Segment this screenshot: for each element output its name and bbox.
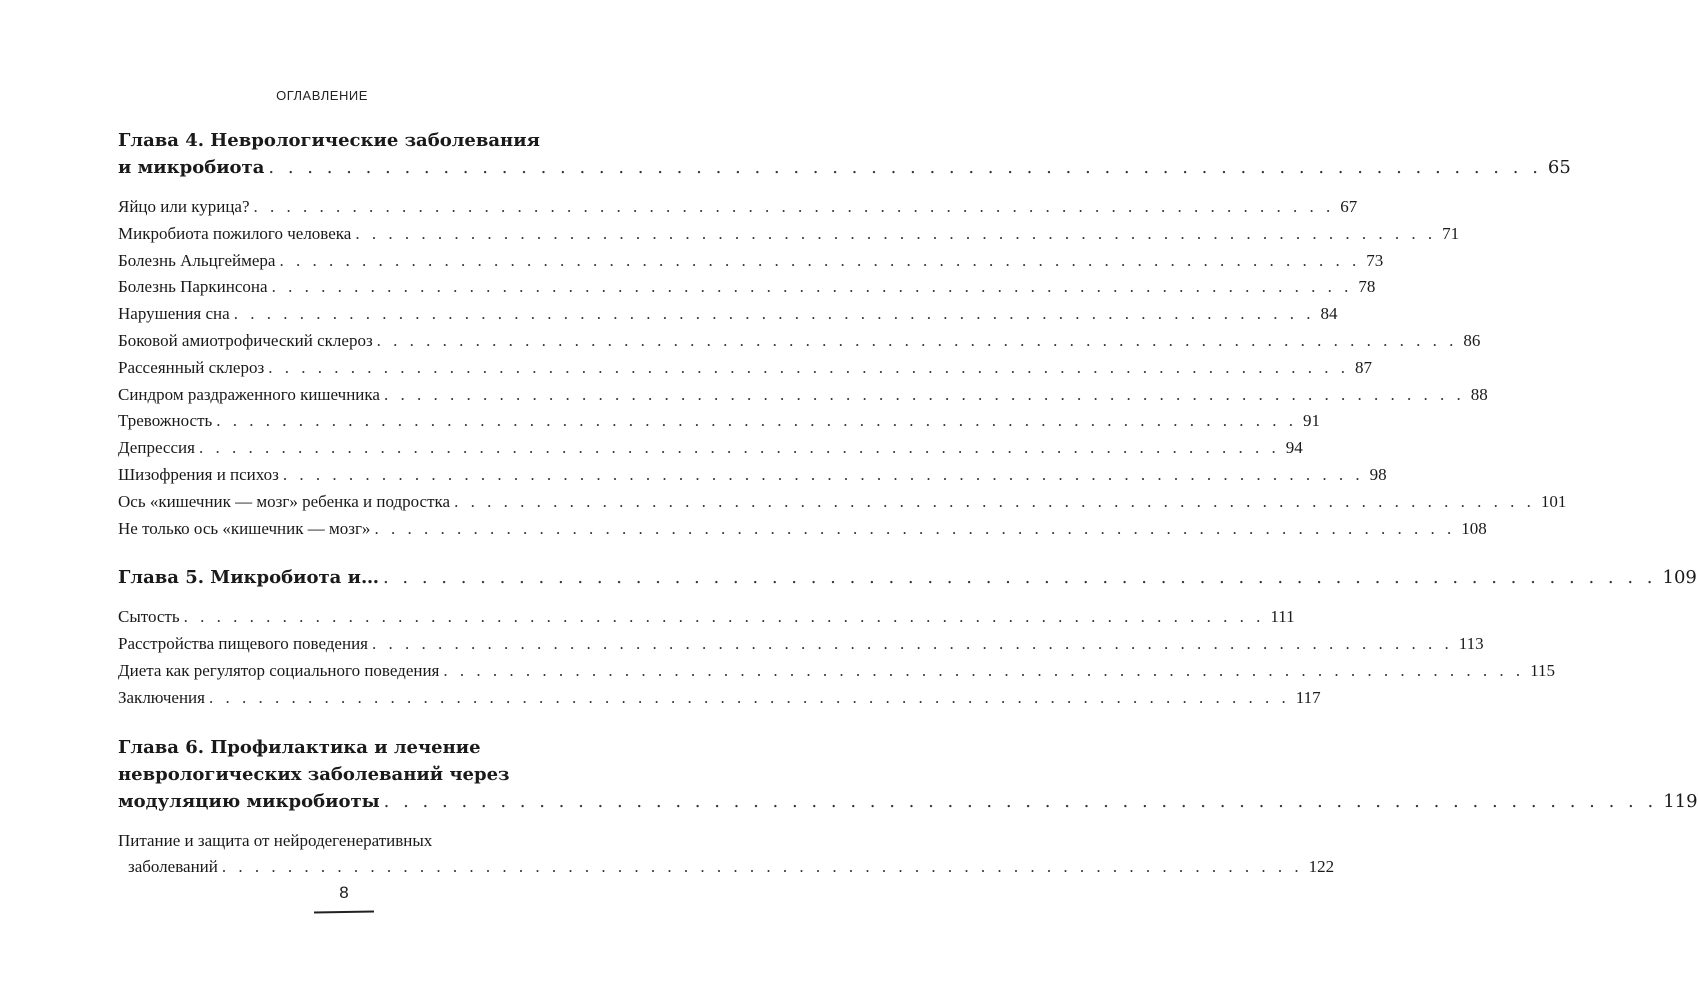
entry-page: 73 bbox=[1366, 250, 1384, 270]
entry-page: 113 bbox=[1458, 634, 1484, 654]
leader-dots: . . . . . . . . . . . . . . . . . . . . . . . . . . . . . . . . . . . . . . . . . . . . . . . . . . . . . . . . . . . . . . . . . . bbox=[374, 518, 1456, 538]
leader-dots: . . . . . . . . . . . . . . . . . . . . . . . . . . . . . . . . . . . . . . . . . . . . . . . . . . . . . . . . . . . . . . . . . . bbox=[253, 197, 1335, 216]
entry-title: Болезнь Паркинсона bbox=[118, 277, 268, 297]
page-number: 8 bbox=[339, 883, 349, 902]
toc-entry bbox=[118, 685, 1321, 712]
chapter-6-section bbox=[118, 734, 1698, 882]
entry-title: Рассеянный склероз bbox=[118, 357, 265, 377]
leader-dots: . . . . . . . . . . . . . . . . . . . . . . . . . . . . . . . . . . . . . . . . . . . . . . . . . . . . . . . . . . . . . . . . . . bbox=[216, 411, 1298, 431]
entry-title: Болезнь Альцгеймера bbox=[118, 250, 276, 270]
chapter-4-section bbox=[118, 127, 1571, 542]
chapter-5-page: 109 bbox=[1662, 567, 1697, 589]
toc-entry bbox=[118, 435, 1303, 462]
chapter-6-page: 119 bbox=[1663, 790, 1698, 812]
entry-page: 98 bbox=[1369, 464, 1387, 484]
leader-dots: . . . . . . . . . . . . . . . . . . . . . . . . . . . . . . . . . . . . . . . . . . . . . . . . . . . . . . . . . . . . . . . . . . bbox=[282, 464, 1364, 484]
entry-title: Диета как регулятор социального поведения bbox=[118, 660, 440, 680]
toc-entry bbox=[118, 194, 1358, 221]
chapter-6-title-last: модуляцию микробиоты bbox=[118, 790, 380, 812]
entry-title: Тревожность bbox=[118, 411, 213, 431]
leader-dots: . . . . . . . . . . . . . . . . . . . . . . . . . . . . . . . . . . . . . . . . . . . . . . . . . . . . . . . . . . . . . . . . . . bbox=[221, 857, 1303, 877]
entry-title: Синдром раздраженного кишечника bbox=[118, 384, 380, 404]
toc-entry bbox=[118, 382, 1488, 409]
toc-entry bbox=[118, 631, 1484, 658]
leader-dots: . . . . . . . . . . . . . . . . . . . . . . . . . . . . . . . . . . . . . . . . . . . . . . . . . . . . . . . . . . . . . . . . . . bbox=[355, 223, 1437, 243]
entry-page: 78 bbox=[1358, 277, 1376, 297]
toc-entry bbox=[118, 355, 1372, 382]
entry-title: Нарушения сна bbox=[118, 304, 230, 324]
entry-title: Боковой амиотрофический склероз bbox=[118, 330, 373, 350]
leader-dots: . . . . . . . . . . . . . . . . . . . . . . . . . . . . . . . . . . . . . . . . . . . . . . . . . . . . . . . . . . . . . . . . . . bbox=[443, 660, 1525, 680]
entry-page: 117 bbox=[1295, 687, 1321, 707]
toc-entry bbox=[118, 516, 1487, 543]
chapter-6-title-line-1: Глава 6. Профилактика и лечение bbox=[118, 736, 481, 758]
entry-page: 88 bbox=[1470, 384, 1488, 404]
leader-dots: . . . . . . . . . . . . . . . . . . . . . . . . . . . . . . . . . . . . . . . . . . . . . . . . . . . . . . . . . . . . . . . . . . bbox=[383, 790, 1658, 812]
entry-title: заболеваний bbox=[128, 857, 218, 877]
toc-entry bbox=[118, 328, 1481, 355]
leader-dots: . . . . . . . . . . . . . . . . . . . . . . . . . . . . . . . . . . . . . . . . . . . . . . . . . . . . . . . . . . . . . . . . . . bbox=[198, 438, 1280, 458]
entry-page: 91 bbox=[1303, 411, 1321, 431]
entry-title: Яйцо или курица? bbox=[118, 197, 250, 216]
chapter-5-heading bbox=[118, 564, 1697, 591]
chapter-4-title-line-1: Глава 4. Неврологические заболевания bbox=[118, 130, 540, 151]
entry-page: 115 bbox=[1530, 660, 1556, 680]
chapter-5-section bbox=[118, 564, 1697, 711]
entry-page: 111 bbox=[1270, 607, 1295, 627]
entry-title: Не только ось «кишечник — мозг» bbox=[118, 518, 371, 538]
entry-title: Шизофрения и психоз bbox=[118, 464, 279, 484]
entry-title: Микробиота пожилого человека bbox=[118, 223, 352, 243]
toc-entry-multiline bbox=[118, 828, 1335, 882]
running-head: ОГЛАВЛЕНИЕ bbox=[276, 88, 368, 103]
entry-title: Заключения bbox=[118, 687, 205, 707]
entry-page: 101 bbox=[1540, 491, 1567, 511]
chapter-4-page: 65 bbox=[1547, 157, 1571, 178]
leader-dots: . . . . . . . . . . . . . . . . . . . . . . . . . . . . . . . . . . . . . . . . . . . . . . . . . . . . . . . . . . . . . . . . . . bbox=[233, 304, 1315, 324]
toc-entry bbox=[118, 604, 1295, 631]
entry-page: 87 bbox=[1354, 357, 1372, 377]
leader-dots: . . . . . . . . . . . . . . . . . . . . . . . . . . . . . . . . . . . . . . . . . . . . . . . . . . . . . . . . . . . . . . . . . . bbox=[279, 250, 1361, 270]
toc-entry bbox=[118, 658, 1556, 685]
toc-entry bbox=[118, 408, 1321, 435]
entry-page: 71 bbox=[1442, 223, 1460, 243]
entry-title: Ось «кишечник — мозг» ребенка и подростка bbox=[118, 491, 451, 511]
entry-page: 122 bbox=[1308, 857, 1335, 877]
chapter-6-title-line-2: неврологических заболеваний через bbox=[118, 763, 510, 785]
leader-dots: . . . . . . . . . . . . . . . . . . . . . . . . . . . . . . . . . . . . . . . . . . . . . . . . . . . . . . . . . . . . . . . . . . bbox=[376, 330, 1458, 350]
toc-entry bbox=[118, 248, 1384, 275]
leader-dots: . . . . . . . . . . . . . . . . . . . . . . . . . . . . . . . . . . . . . . . . . . . . . . . . . . . . . . . . . . . . . . . . . . bbox=[208, 687, 1290, 707]
toc-entry bbox=[118, 274, 1376, 301]
entry-title: Расстройства пищевого поведения bbox=[118, 634, 368, 654]
leader-dots: . . . . . . . . . . . . . . . . . . . . . . . . . . . . . . . . . . . . . . . . . . . . . . . . . . . . . . . . . . . . . . . . . . bbox=[383, 384, 1465, 404]
leader-dots: . . . . . . . . . . . . . . . . . . . . . . . . . . . . . . . . . . . . . . . . . . . . . . . . . . . . . . . . . . . . . . . . . . bbox=[183, 607, 1265, 627]
entry-page: 84 bbox=[1320, 304, 1338, 324]
leader-dots: . . . . . . . . . . . . . . . . . . . . . . . . . . . . . . . . . . . . . . . . . . . . . . . . . . . . . . . . . . . . . . . . . . bbox=[268, 357, 1349, 377]
page-number-underline bbox=[314, 910, 374, 913]
entry-page: 108 bbox=[1461, 518, 1487, 538]
chapter-4-title-last: и микробиота bbox=[118, 157, 265, 178]
toc-entry bbox=[118, 221, 1460, 248]
leader-dots: . . . . . . . . . . . . . . . . . . . . . . . . . . . . . . . . . . . . . . . . . . . . . . . . . . . . . . . . . . . . . . . . . . bbox=[268, 157, 1542, 178]
chapter-5-title: Глава 5. Микробиота и… bbox=[118, 567, 379, 589]
entry-title-line-1: Питание и защита от нейродегенеративных bbox=[118, 830, 433, 850]
chapter-4-title-row bbox=[118, 154, 1571, 181]
entry-title: Депрессия bbox=[118, 438, 195, 458]
chapter-5-title-row bbox=[118, 564, 1697, 591]
toc-entry bbox=[118, 854, 1335, 881]
table-of-contents bbox=[118, 127, 1698, 903]
entry-page: 94 bbox=[1285, 438, 1303, 458]
leader-dots: . . . . . . . . . . . . . . . . . . . . . . . . . . . . . . . . . . . . . . . . . . . . . . . . . . . . . . . . . . . . . . . . . . bbox=[372, 634, 1453, 654]
leader-dots: . . . . . . . . . . . . . . . . . . . . . . . . . . . . . . . . . . . . . . . . . . . . . . . . . . . . . . . . . . . . . . . . . . bbox=[454, 491, 1535, 511]
entry-page: 86 bbox=[1463, 330, 1481, 350]
leader-dots: . . . . . . . . . . . . . . . . . . . . . . . . . . . . . . . . . . . . . . . . . . . . . . . . . . . . . . . . . . . . . . . . . . bbox=[382, 567, 1657, 589]
chapter-4-heading bbox=[118, 127, 1571, 181]
leader-dots: . . . . . . . . . . . . . . . . . . . . . . . . . . . . . . . . . . . . . . . . . . . . . . . . . . . . . . . . . . . . . . . . . . bbox=[271, 277, 1353, 297]
toc-entry bbox=[118, 462, 1387, 489]
entry-title: Сытость bbox=[118, 607, 180, 627]
toc-entry bbox=[118, 301, 1338, 328]
chapter-6-heading bbox=[118, 734, 1698, 815]
chapter-6-title-row bbox=[118, 788, 1698, 815]
entry-page: 67 bbox=[1340, 197, 1358, 216]
toc-entry bbox=[118, 489, 1567, 516]
